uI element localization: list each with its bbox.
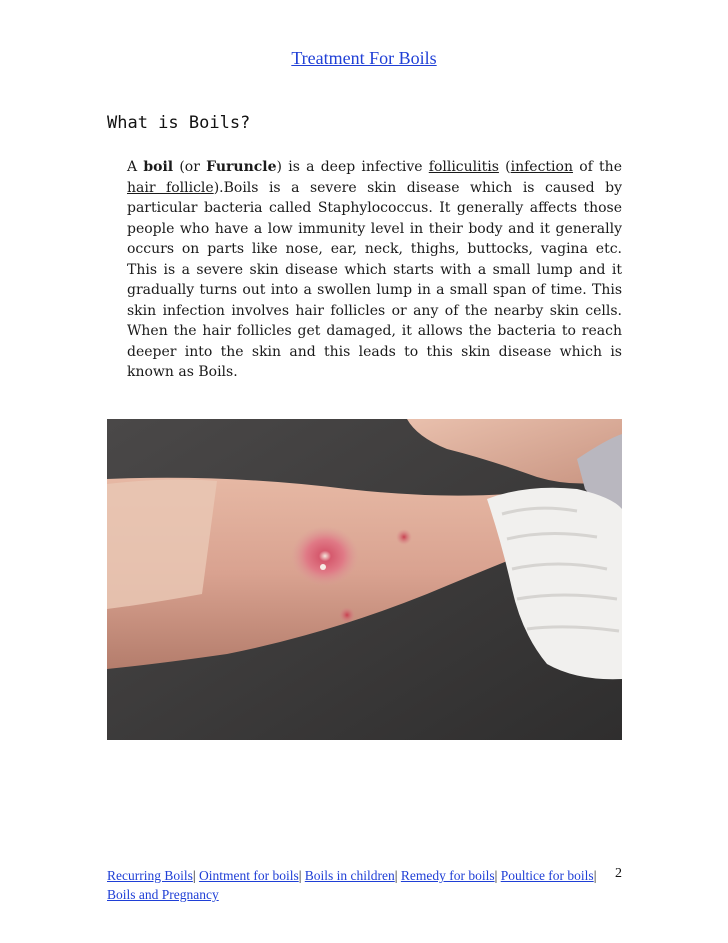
footer-separator: |: [494, 868, 498, 883]
link-hair-follicle[interactable]: hair follicle: [127, 179, 214, 196]
boil-photo-illustration: [107, 419, 622, 740]
link-infection[interactable]: infection: [510, 159, 573, 175]
term-furuncle: Furuncle: [206, 159, 277, 175]
footer-separator: |: [593, 868, 597, 883]
text-run: (or: [173, 159, 207, 175]
boil-photo: [107, 419, 622, 740]
text-run: ).Boils is a severe skin disease which is caused by particular bacteria called Staphylococcus. It generally affects those people who have a low immunity level in their body and it generally occurs on parts like nose, ear, neck, thighs, buttocks, vagina etc. This is a severe skin disease which starts with a small lump and it gradually turns out into a swollen lump in a small span of time. This skin infection involves hair follicles or any of the nearby skin cells. When the hair follicles get damaged, it allows the bacteria to reach deeper into the skin and this leads to this skin disease which is known as Boils.: [127, 179, 622, 380]
footer-separator: |: [394, 868, 398, 883]
footer-separator: |: [192, 868, 196, 883]
footer-link-poultice-for-boils[interactable]: Poultice for boils: [500, 868, 594, 883]
body-paragraph: [127, 157, 622, 383]
section-heading: What is Boils?: [107, 113, 251, 133]
text-run: of the: [572, 159, 622, 175]
footer-link-recurring-boils[interactable]: Recurring Boils: [107, 868, 193, 883]
footer-separator: |: [298, 868, 302, 883]
footer-link-ointment-for-boils[interactable]: Ointment for boils: [198, 868, 299, 883]
footer-link-boils-in-children[interactable]: Boils in children: [304, 868, 395, 883]
page-number: 2: [615, 866, 622, 881]
text-run: A: [127, 159, 144, 175]
link-folliculitis[interactable]: folliculitis: [428, 159, 499, 175]
footer-links: [107, 866, 622, 904]
term-boil: boil: [143, 159, 174, 175]
footer-link-boils-and-pregnancy[interactable]: Boils and Pregnancy: [107, 887, 219, 902]
text-run: ) is a deep infective: [276, 159, 429, 175]
footer-link-remedy-for-boils[interactable]: Remedy for boils: [400, 868, 495, 883]
page-title[interactable]: Treatment For Boils: [291, 48, 437, 68]
text-run: (: [498, 159, 511, 175]
